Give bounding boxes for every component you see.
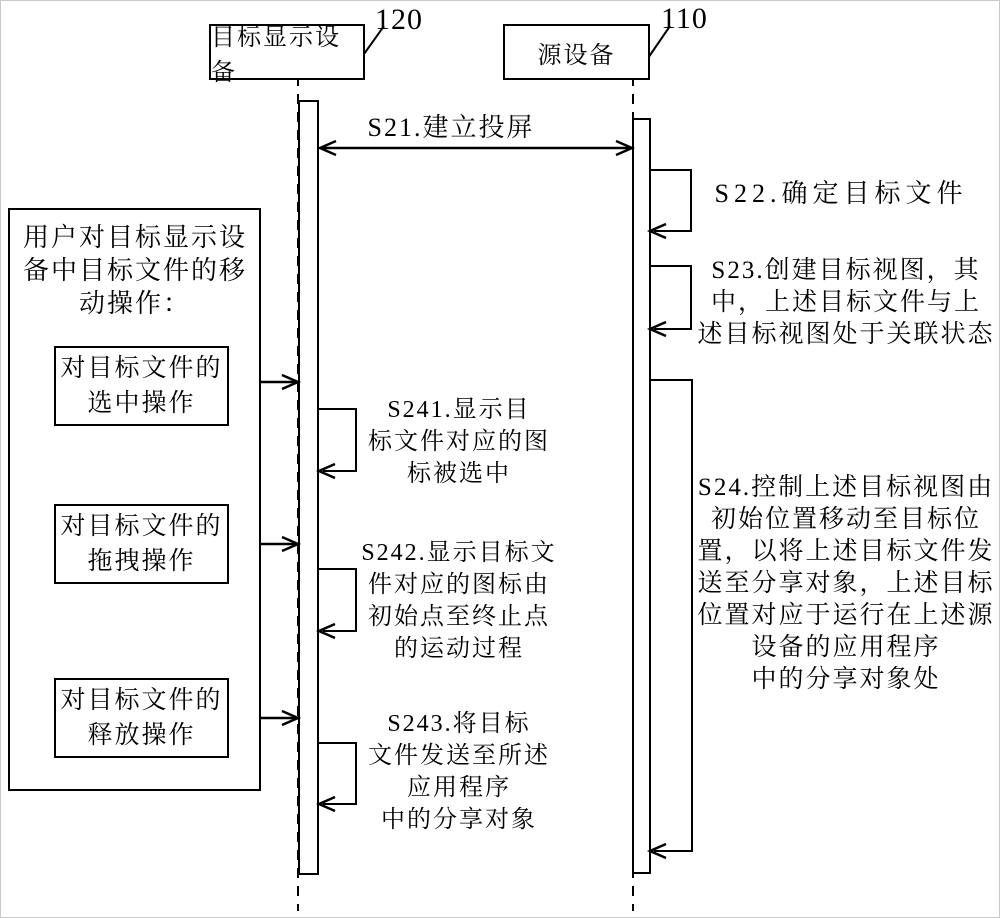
loop-s23-path [650,266,691,329]
loop-s241 [319,409,356,478]
ref-number-120: 120 [375,3,423,36]
op-box-select [54,346,229,426]
op-box-release [54,678,229,758]
message-s242: S242.显示目标文 件对应的图标由 初始点至终止点 的运动过程 [361,540,557,662]
op-box-drag [54,504,229,584]
activation-bar-source [633,119,650,873]
actor-label-source-device: 源设备 [537,42,616,69]
actor-box-source-device [503,24,650,80]
loop-s23 [650,266,691,336]
user-operations-title: 用户对目标显示设 备中目标文件的移 动操作： [22,223,247,318]
loop-s24 [650,380,692,858]
activation-bar-target-display [299,101,318,874]
loop-s241-path [319,409,356,471]
actor-label-target-display: 目标显示设备 [211,25,341,86]
loop-s22-path [650,170,691,231]
op-label-release: 对目标文件的 释放操作 [60,687,223,749]
message-s22: S22.确定目标文件 [714,179,968,208]
op-label-select: 对目标文件的 选中操作 [60,355,223,417]
actor-box-target-display [209,24,365,86]
loop-s24-path [650,380,692,851]
ref-number-110: 110 [661,2,708,35]
message-s241: S241.显示目 标文件对应的图 标被选中 [368,397,550,487]
loop-s22 [650,170,691,238]
message-s243: S243.将目标 文件发送至所述 应用程序 中的分享对象 [368,711,550,833]
op-label-drag: 对目标文件的 拖拽操作 [60,513,223,575]
message-s23: S23.创建目标视图，其 中，上述目标文件与上 述目标视图处于关联状态 [697,257,995,348]
message-s24: S24.控制上述目标视图由 初始位置移动至目标位 置，以将上述目标文件发 送至分享对象，上述目标 位置对应于运行在上述源 设备的应用程序 中的分享对象处 [697,474,995,693]
message-s21: S21.建立投屏 [367,113,535,142]
